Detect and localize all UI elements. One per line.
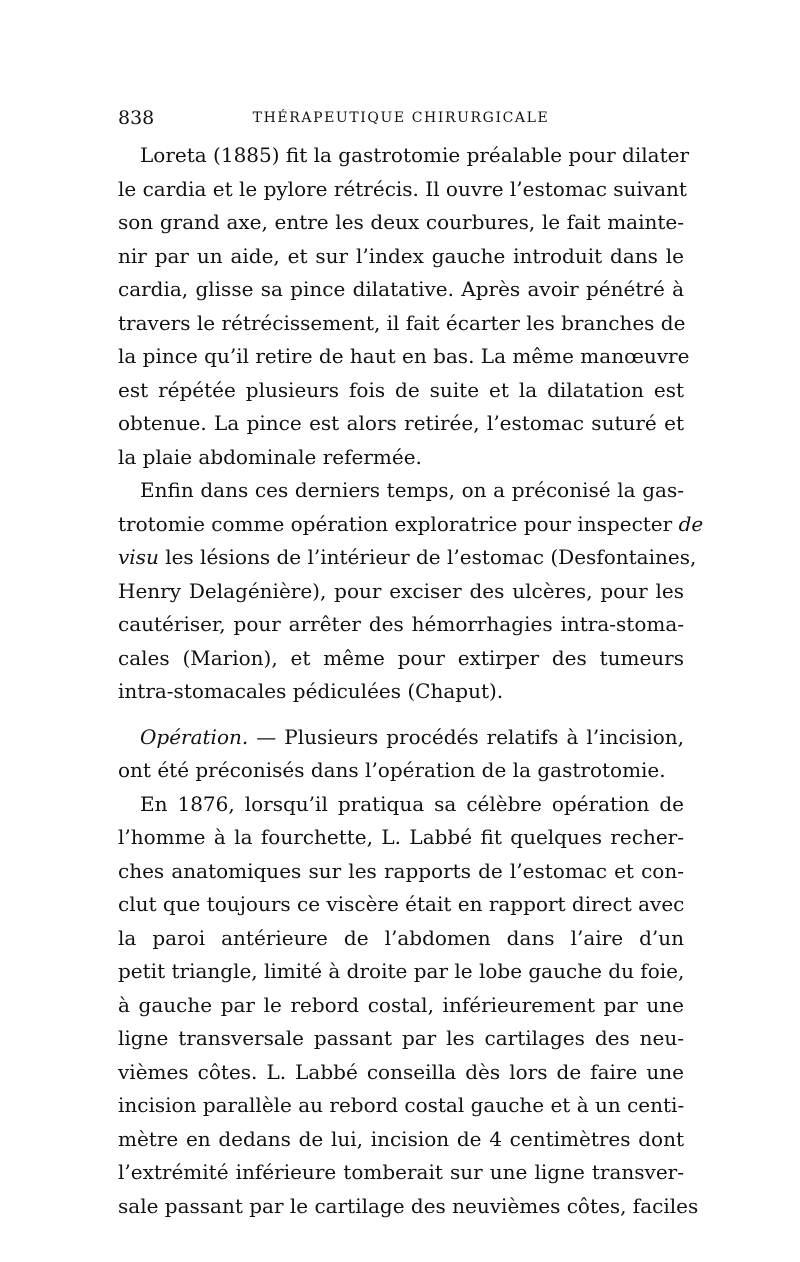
text-line: la pince qu’il retire de haut en bas. La même manœuvre: [118, 344, 690, 368]
text-segment: les lésions de l’intérieur de l’estomac (Desfontaines,: [165, 545, 697, 569]
text-line: ligne transversale passant par les cartilages des neu-: [118, 1026, 684, 1050]
italic-term: de: [678, 511, 704, 536]
text-line-with-italic: [118, 508, 704, 542]
text-line: En 1876, lorsqu’il pratiqua sa célèbre opération de: [140, 791, 684, 816]
text-line: nir par un aide, et sur l’index gauche introduit dans le: [118, 243, 684, 268]
text-line: Henry Delagénière), pour exciser des ulcères, pour les: [118, 578, 684, 603]
text-line-with-italic: [118, 721, 684, 755]
paragraph-labbe: [118, 788, 699, 1224]
text-line: mètre en dedans de lui, incision de 4 centimètres dont: [118, 1126, 684, 1151]
paragraph-loreta: [118, 139, 690, 474]
text-line: est répétée plusieurs fois de suite et la dilatation est: [118, 377, 684, 402]
paragraph-operation: [118, 721, 684, 788]
text-line: la paroi antérieure de l’abdomen dans l’aire d’un: [118, 925, 684, 950]
text-line: petit triangle, limité à droite par le lobe gauche du foie,: [118, 959, 685, 983]
text-line: à gauche par le rebord costal, inférieurement par une: [118, 992, 684, 1017]
text-line: l’homme à la fourchette, L. Labbé fit quelques recher-: [118, 825, 684, 849]
text-line: le cardia et le pylore rétrécis. Il ouvre l’estomac suivant: [118, 176, 687, 201]
paragraph-exploratory: [118, 474, 704, 709]
text-line-with-italic: [118, 541, 697, 575]
section-heading-italic: Opération.: [140, 724, 249, 749]
text-line: vièmes côtes. L. Labbé conseilla dès lors de faire une: [118, 1059, 684, 1084]
text-line: sale passant par le cartilage des neuvièmes côtes, faciles: [118, 1193, 699, 1218]
text-line: ont été préconisés dans l’opération de la gastrotomie.: [118, 758, 666, 782]
running-title: THÉRAPEUTIQUE CHIRURGICALE: [252, 110, 550, 126]
text-line: la plaie abdominale refermée.: [118, 444, 422, 469]
text-line: Loreta (1885) fit la gastrotomie préalable pour dilater: [140, 143, 690, 167]
running-head: [118, 104, 684, 132]
text-line: incision parallèle au rebord costal gauche et à un centi-: [118, 1093, 685, 1117]
text-line: cardia, glisse sa pince dilatative. Après avoir pénétré à: [118, 277, 684, 301]
text-line: son grand axe, entre les deux courbures, le fait mainte-: [118, 210, 684, 234]
text-line: intra-stomacales pédiculées (Chaput).: [118, 679, 504, 703]
italic-term: visu: [118, 545, 159, 569]
text-line: Enfin dans ces derniers temps, on a préconisé la gas-: [140, 478, 684, 502]
text-line: cales (Marion), et même pour extirper des tumeurs: [118, 645, 684, 670]
text-line: travers le rétrécissement, il fait écarter les branches de: [118, 310, 686, 335]
text-line: obtenue. La pince est alors retirée, l’estomac suturé et: [118, 411, 684, 435]
body-text: [118, 139, 704, 1223]
text-line: ches anatomiques sur les rapports de l’estomac et con-: [118, 858, 684, 883]
text-segment: trotomie comme opération exploratrice pour inspecter: [118, 511, 673, 536]
text-line: l’extrémité inférieure tomberait sur une ligne transver-: [118, 1160, 684, 1184]
paragraph-gap: [118, 709, 684, 721]
text-segment: — Plusieurs procédés relatifs à l’incision,: [248, 724, 684, 749]
text-line: clut que toujours ce viscère était en rapport direct avec: [118, 892, 685, 916]
text-line: cautériser, pour arrêter des hémorrhagies intra-stoma-: [118, 612, 684, 636]
page-number: 838: [118, 107, 155, 129]
